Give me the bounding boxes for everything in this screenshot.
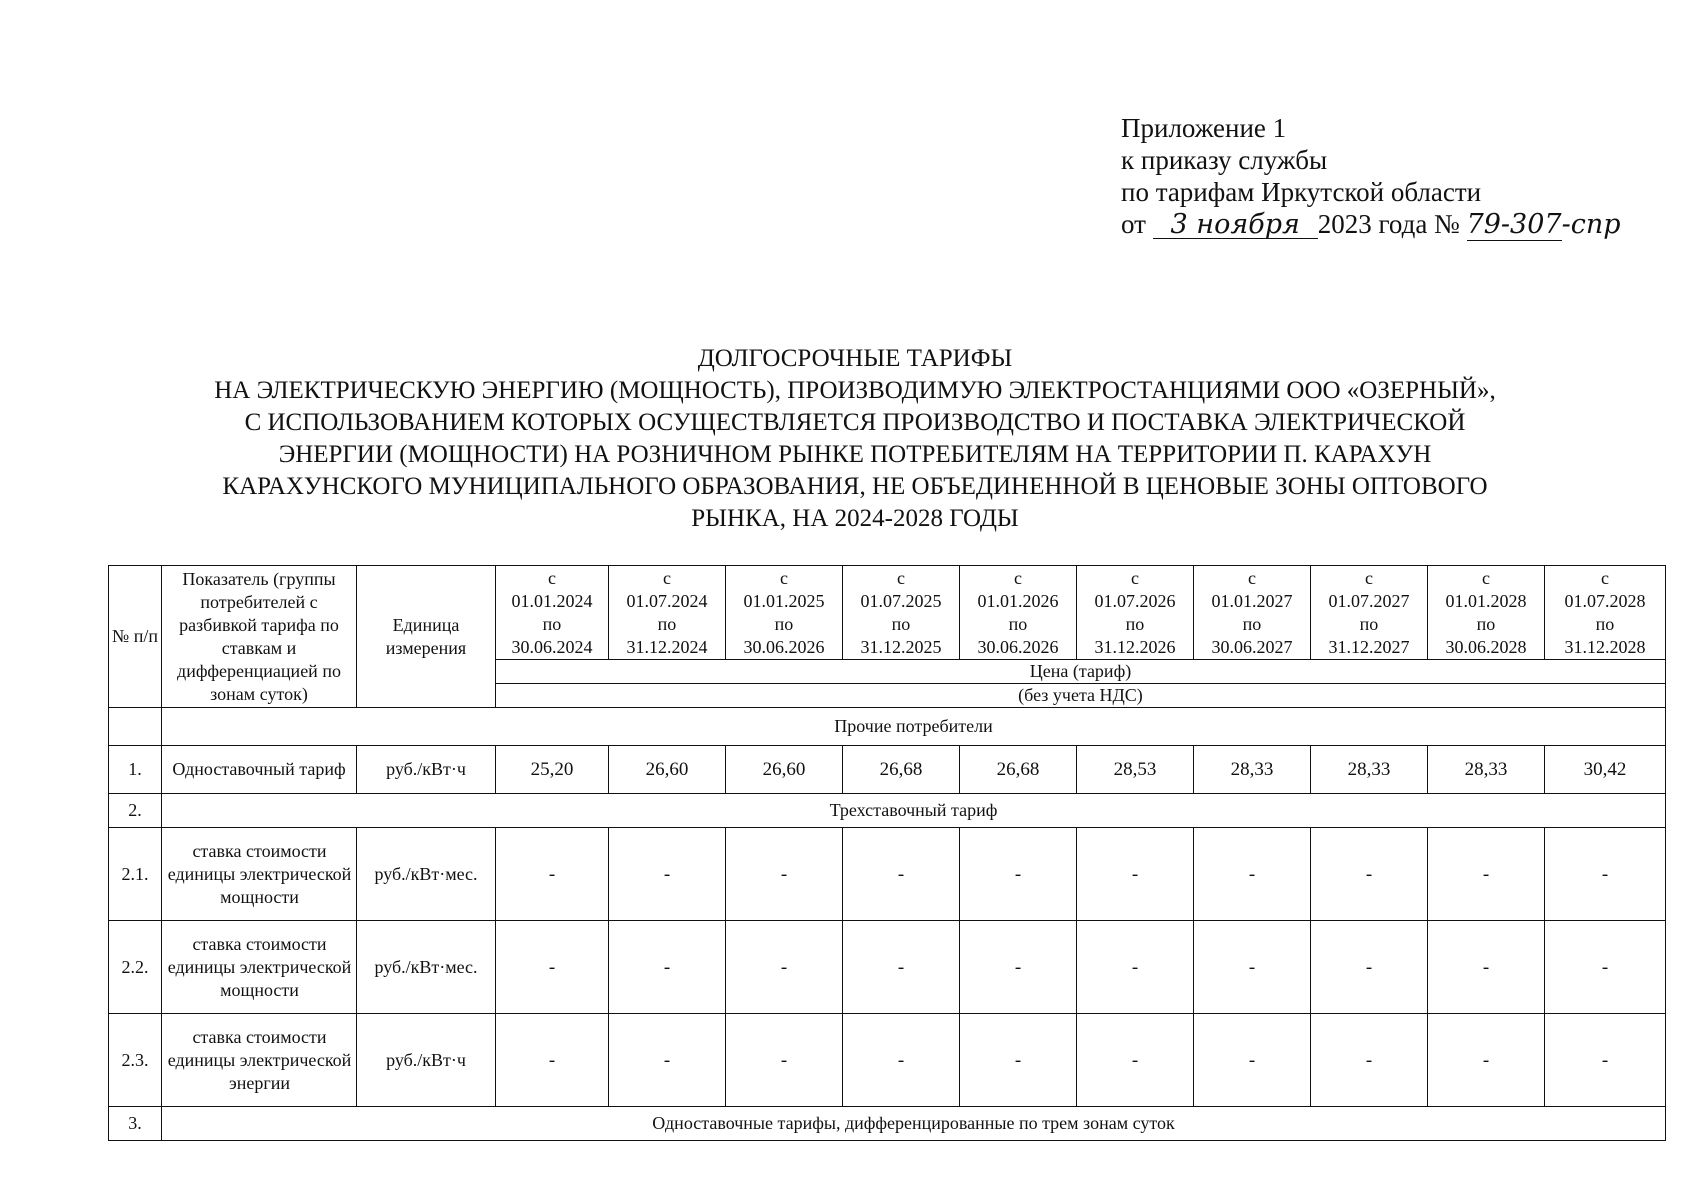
row-name: ставка стоимости единицы электрической мощности: [162, 828, 357, 921]
period-header: с 01.07.2027 по 31.12.2027: [1311, 566, 1428, 660]
period-header: с 01.01.2028 по 30.06.2028: [1428, 566, 1545, 660]
appendix-line-3: по тарифам Иркутской области: [1121, 177, 1482, 207]
tariff-value: -: [726, 921, 843, 1014]
vat-note: (без учета НДС): [496, 684, 1666, 708]
title-line-2: НА ЭЛЕКТРИЧЕСКУЮ ЭНЕРГИЮ (МОЩНОСТЬ), ПРОИЗВОДИМУЮ ЭЛЕКТРОСТАНЦИЯМИ ООО «ОЗЕРНЫЙ»,: [214, 377, 1496, 404]
tariff-value: -: [726, 1014, 843, 1107]
row-num: 3.: [109, 1107, 162, 1141]
tariff-value: -: [1428, 828, 1545, 921]
tariff-value: -: [960, 921, 1077, 1014]
appendix-header: [1121, 112, 1621, 240]
section-num-empty: [109, 708, 162, 746]
period-header: с 01.01.2026 по 30.06.2026: [960, 566, 1077, 660]
row-num: 1.: [109, 746, 162, 794]
header-indicator: Показатель (группы потребителей с разбивкой тарифа по ставкам и дифференциацией по зонам суток): [162, 566, 357, 708]
period-header: с 01.01.2024 по 30.06.2024: [496, 566, 609, 660]
appendix-line-1: Приложение 1: [1121, 113, 1287, 143]
tariff-value: 30,42: [1545, 746, 1666, 794]
title-line-6: РЫНКА, НА 2024-2028 ГОДЫ: [691, 505, 1019, 532]
tariff-value: -: [960, 828, 1077, 921]
title-line-5: КАРАХУНСКОГО МУНИЦИПАЛЬНОГО ОБРАЗОВАНИЯ, НЕ ОБЪЕДИНЕННОЙ В ЦЕНОВЫЕ ЗОНЫ ОПТОВОГО: [222, 473, 1488, 500]
tariff-value: 26,60: [726, 746, 843, 794]
tariff-value: 28,33: [1194, 746, 1311, 794]
tariff-value: -: [1077, 828, 1194, 921]
tariff-value: -: [726, 828, 843, 921]
tariff-value: -: [496, 828, 609, 921]
section-other-consumers: Прочие потребители: [162, 708, 1666, 746]
price-header: Цена (тариф): [496, 660, 1666, 684]
tariff-value: -: [1545, 828, 1666, 921]
tariff-value: -: [843, 1014, 960, 1107]
tariff-table: [108, 565, 1666, 1141]
header-num: № п/п: [109, 566, 162, 708]
tariff-value: -: [1194, 1014, 1311, 1107]
tariff-value: 26,68: [843, 746, 960, 794]
period-header: с 01.07.2026 по 31.12.2026: [1077, 566, 1194, 660]
tariff-value: -: [1077, 1014, 1194, 1107]
tariff-value: -: [1077, 921, 1194, 1014]
row-name: Трехставочный тариф: [162, 794, 1666, 828]
appendix-line-2: к приказу службы: [1121, 145, 1328, 175]
row-unit: руб./кВт·ч: [357, 746, 496, 794]
tariff-value: 28,33: [1311, 746, 1428, 794]
appendix-order-line: [1121, 208, 1621, 240]
handwritten-number: [1466, 209, 1621, 240]
section-row: [109, 708, 1666, 746]
period-header: с 01.01.2027 по 30.06.2027: [1194, 566, 1311, 660]
table-row: [109, 1107, 1666, 1141]
header-unit: Единица измерения: [357, 566, 496, 708]
table-row: [109, 828, 1666, 921]
row-unit: руб./кВт·мес.: [357, 921, 496, 1014]
row-num: 2.3.: [109, 1014, 162, 1107]
tariff-value: -: [1311, 828, 1428, 921]
period-header: с 01.01.2025 по 30.06.2026: [726, 566, 843, 660]
row-unit: руб./кВт·ч: [357, 1014, 496, 1107]
tariff-value: 26,68: [960, 746, 1077, 794]
tariff-value: 26,60: [609, 746, 726, 794]
row-name: Одноставочный тариф: [162, 746, 357, 794]
table-row: [109, 746, 1666, 794]
row-num: 2.2.: [109, 921, 162, 1014]
tariff-value: -: [1311, 921, 1428, 1014]
period-header: с 01.07.2025 по 31.12.2025: [843, 566, 960, 660]
tariff-value: -: [1311, 1014, 1428, 1107]
row-unit: руб./кВт·мес.: [357, 828, 496, 921]
table-row: [109, 1014, 1666, 1107]
tariff-value: -: [1545, 921, 1666, 1014]
title-line-3: С ИСПОЛЬЗОВАНИЕМ КОТОРЫХ ОСУЩЕСТВЛЯЕТСЯ ПРОИЗВОДСТВО И ПОСТАВКА ЭЛЕКТРИЧЕСКОЙ: [244, 409, 1466, 436]
tariff-value: -: [496, 1014, 609, 1107]
row-num: 2.: [109, 794, 162, 828]
title-line-1: ДОЛГОСРОЧНЫЕ ТАРИФЫ: [697, 345, 1013, 372]
tariff-value: -: [1545, 1014, 1666, 1107]
year-label: 2023 года №: [1317, 209, 1460, 239]
tariff-value: -: [1428, 1014, 1545, 1107]
tariff-value: 28,33: [1428, 746, 1545, 794]
period-header: с 01.07.2024 по 31.12.2024: [609, 566, 726, 660]
handwritten-date: 3 ноября: [1153, 212, 1318, 239]
table-row: [109, 921, 1666, 1014]
row-name: ставка стоимости единицы электрической мощности: [162, 921, 357, 1014]
row-num: 2.1.: [109, 828, 162, 921]
title-line-4: ЭНЕРГИИ (МОЩНОСТИ) НА РОЗНИЧНОМ РЫНКЕ ПОТРЕБИТЕЛЯМ НА ТЕРРИТОРИИ П. КАРАХУН: [278, 441, 1432, 468]
handwritten-number-suffix: -спр: [1561, 209, 1621, 240]
tariff-value: -: [609, 921, 726, 1014]
tariff-value: -: [843, 828, 960, 921]
tariff-value: -: [1194, 828, 1311, 921]
from-label: от: [1121, 209, 1146, 239]
document-title: [100, 343, 1610, 535]
header-row-periods: [109, 566, 1666, 660]
tariff-value: -: [496, 921, 609, 1014]
tariff-value: -: [609, 828, 726, 921]
row-name: Одноставочные тарифы, дифференцированные по трем зонам суток: [162, 1107, 1666, 1141]
tariff-value: -: [960, 1014, 1077, 1107]
handwritten-number-main: 79-307: [1466, 209, 1562, 240]
tariff-value: 28,53: [1077, 746, 1194, 794]
tariff-value: 25,20: [496, 746, 609, 794]
tariff-value: -: [609, 1014, 726, 1107]
period-header: с 01.07.2028 по 31.12.2028: [1545, 566, 1666, 660]
tariff-value: -: [1428, 921, 1545, 1014]
row-name: ставка стоимости единицы электрической энергии: [162, 1014, 357, 1107]
tariff-value: -: [843, 921, 960, 1014]
table-row: [109, 794, 1666, 828]
tariff-value: -: [1194, 921, 1311, 1014]
